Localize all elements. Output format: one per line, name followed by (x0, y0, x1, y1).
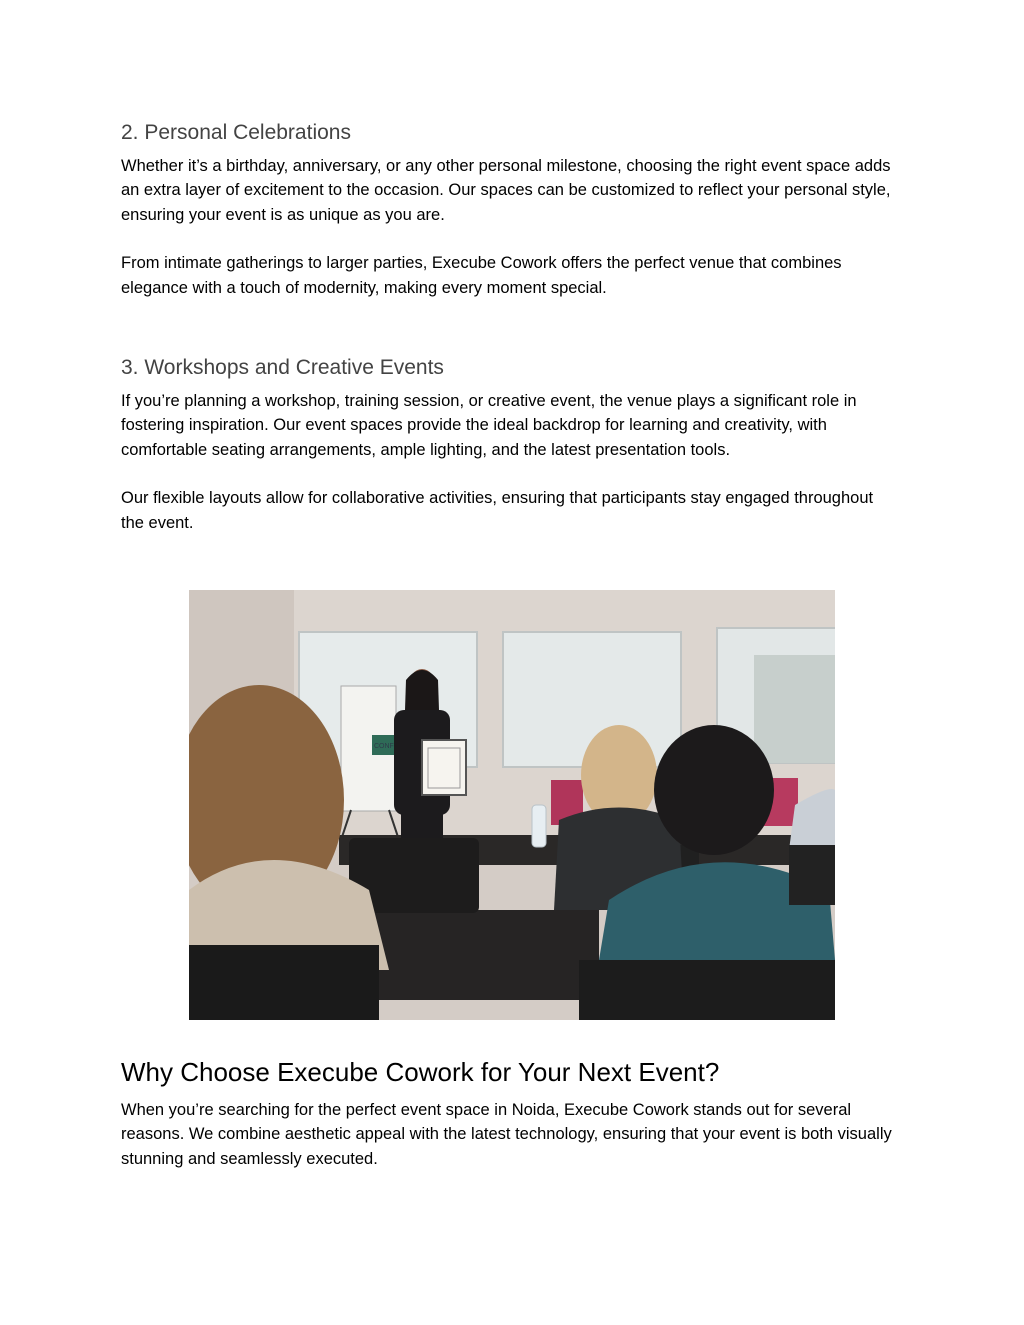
document-body (121, 118, 896, 535)
why-paragraph: When you’re searching for the perfect event space in Noida, Execube Cowork stands out for several reasons. We combine aesthetic appeal with the latest technology, ensuring that your event is both visually stunning and seamlessly executed. (121, 1101, 892, 1168)
why-section (121, 1054, 896, 1171)
section-heading-personal-celebrations: 2. Personal Celebrations (121, 121, 351, 144)
paragraph: Whether it’s a birthday, anniversary, or any other personal milestone, choosing the right event space adds an extra layer of excitement to the occasion. Our spaces can be customized to reflect your personal style, ensuring your event is as unique as you are. (121, 157, 891, 224)
paragraph: From intimate gatherings to larger parties, Execube Cowork offers the perfect venue that combines elegance with a touch of modernity, making every moment special. (121, 254, 842, 297)
paragraph: If you’re planning a workshop, training session, or creative event, the venue plays a significant role in fostering inspiration. Our event spaces provide the ideal backdrop for learning and creativity, with comfortable seating arrangements, ample lighting, and the latest presentation tools. (121, 392, 857, 459)
section-heading-workshops: 3. Workshops and Creative Events (121, 356, 444, 380)
paragraph: Our flexible layouts allow for collaborative activities, ensuring that participants stay engaged throughout the event. (121, 489, 874, 532)
flipchart-label: CONF (374, 743, 394, 750)
workshop-photo (189, 590, 835, 1020)
why-heading: Why Choose Execube Cowork for Your Next Event? (121, 1057, 720, 1087)
